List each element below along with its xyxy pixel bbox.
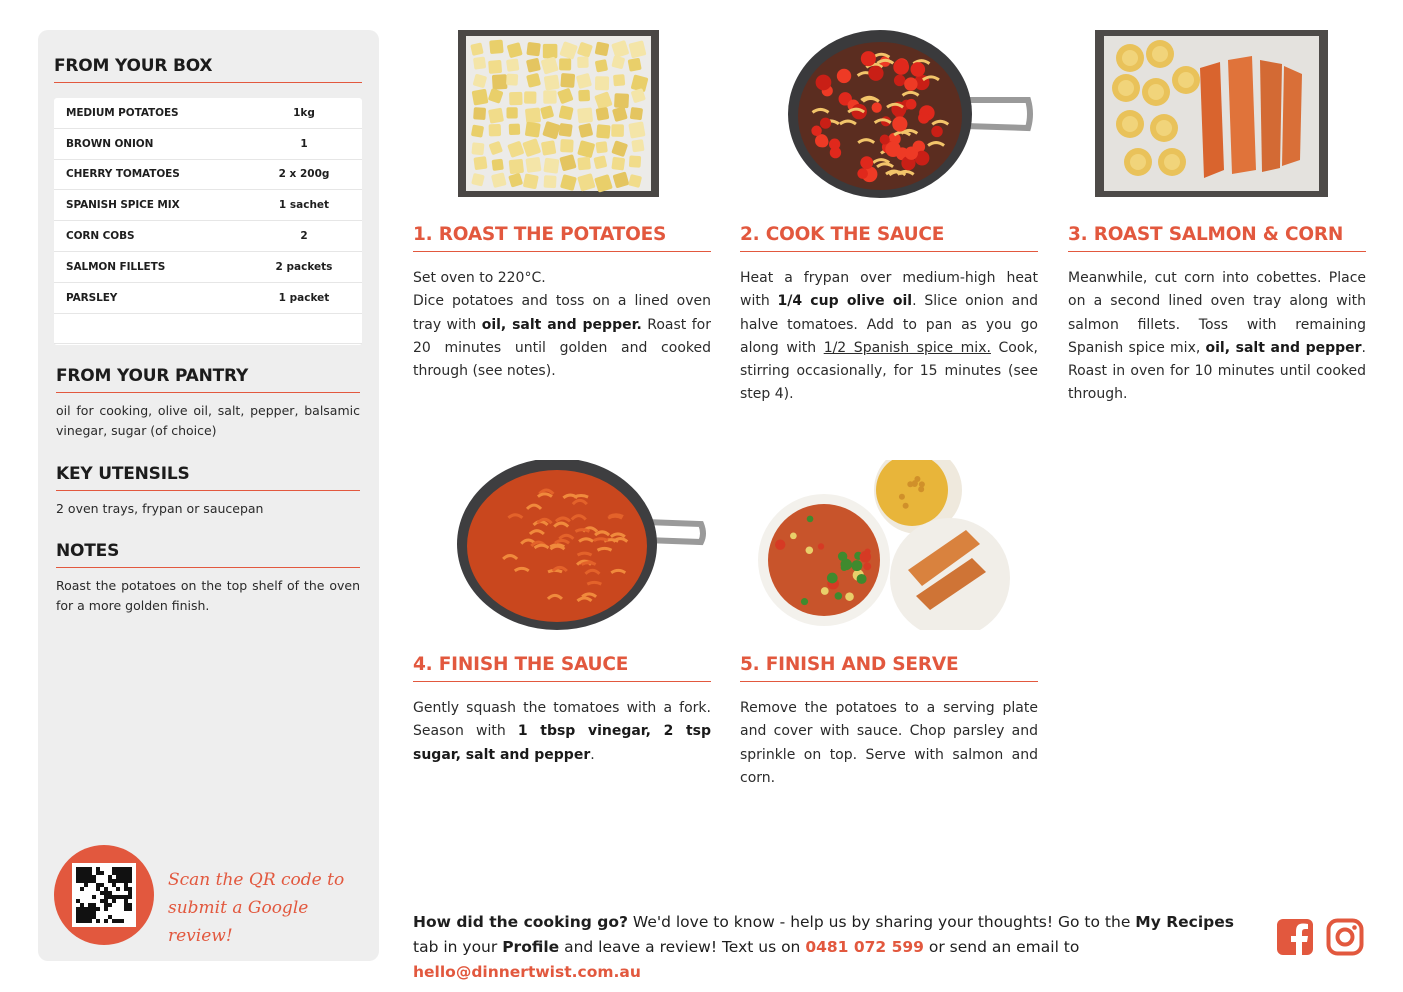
text-run: We'd love to know - help us by sharing your thoughts! Go to the	[627, 913, 1136, 931]
text-run: My Recipes	[1135, 913, 1234, 931]
text-run: and leave a review! Text us on	[559, 938, 806, 956]
utensils-text: 2 oven trays, frypan or saucepan	[56, 501, 264, 516]
text-run: 1/4 cup olive oil	[777, 293, 913, 310]
text-run: 1 tbsp vinegar, 2 tsp sugar, salt and pepper	[413, 723, 711, 763]
text-run: or send an email to	[923, 938, 1080, 956]
facebook-icon[interactable]	[1276, 918, 1314, 956]
text-run: Remove the potatoes to a serving plate and cover with sauce. Chop parsley and sprinkle on top. Serve with salmon and corn.	[740, 700, 1038, 786]
ingredient-qty: 2 packets	[275, 260, 333, 273]
key-utensils-heading: KEY UTENSILS	[56, 464, 360, 491]
text-run: Set oven to 220°C.	[413, 270, 546, 286]
salmon-corn-photo	[1068, 30, 1366, 200]
sauce-frypan-photo	[740, 30, 1038, 200]
ingredient-qty: 1 sachet	[278, 199, 330, 212]
ingredient-row	[54, 252, 362, 283]
ingredient-row	[54, 98, 362, 129]
ingredient-name: PARSLEY	[66, 291, 118, 304]
step-5-body	[740, 697, 1038, 790]
step-2-body	[740, 267, 1038, 407]
ingredient-name: SALMON FILLETS	[66, 260, 166, 273]
sidebar	[38, 30, 379, 961]
text-run: Dice potatoes and toss on a lined oven tray with	[413, 293, 711, 333]
contact-link[interactable]: 0481 072 599	[805, 938, 924, 956]
text-run: oil, salt and pepper.	[481, 316, 642, 333]
qr-caption-line1: Scan the QR code to	[168, 870, 345, 890]
notes-text: Roast the potatoes on the top shelf of the oven for a more golden finish.	[56, 578, 360, 613]
ingredient-qty: 2 x 200g	[278, 168, 330, 181]
text-run: Gently squash the tomatoes with a fork. Season with	[413, 700, 711, 740]
text-run: oil, salt and pepper	[1205, 339, 1362, 356]
ingredient-qty: 1 packet	[278, 291, 330, 304]
step-2-title: 2. COOK THE SAUCE	[740, 224, 1038, 252]
qr-code-icon	[72, 863, 136, 927]
review-prompt	[413, 910, 1263, 985]
ingredient-row	[54, 221, 362, 252]
text-run: Profile	[502, 938, 560, 956]
text-run: .	[590, 746, 595, 763]
text-run: Roast for 20 minutes until golden and cooked through (see notes).	[413, 316, 711, 380]
ingredient-qty: 1kg	[293, 106, 315, 119]
text-run: . Slice onion and halve tomatoes. Add to pan as you go along with	[740, 293, 1039, 356]
roasted-potatoes-photo	[413, 30, 711, 200]
contact-link[interactable]: hello@dinnertwist.com.au	[413, 963, 641, 981]
step-3-body	[1068, 267, 1366, 407]
step-1-body	[413, 267, 711, 383]
ingredient-name: MEDIUM POTATOES	[66, 106, 179, 119]
step-1-title: 1. ROAST THE POTATOES	[413, 224, 711, 252]
text-run: tab in your	[413, 938, 503, 956]
pantry-text: oil for cooking, olive oil, salt, pepper, balsamic vinegar, sugar (of choice)	[56, 403, 360, 438]
plated-meal-photo	[740, 460, 1038, 630]
ingredient-name: CORN COBS	[66, 230, 135, 243]
text-run: . Roast in oven for 10 minutes until cooked through.	[1068, 339, 1366, 403]
text-run: Cook, stirring occasionally, for 15 minutes (see step 4).	[740, 339, 1038, 403]
text-run: Heat a frypan over medium-high heat with	[740, 270, 1038, 310]
text-run: Meanwhile, cut corn into cobettes. Place on a second lined oven tray along with salmon fillets. Toss with remaining Spanish spice mix,	[1068, 270, 1366, 356]
text-run: 1/2 Spanish spice mix.	[823, 339, 991, 356]
ingredient-row	[54, 314, 362, 345]
finished-sauce-photo	[413, 460, 711, 630]
ingredient-name: SPANISH SPICE MIX	[66, 199, 180, 212]
instagram-icon[interactable]	[1326, 918, 1364, 956]
ingredient-name: BROWN ONION	[66, 137, 154, 150]
qr-code-badge[interactable]	[54, 845, 154, 945]
from-your-pantry-heading: FROM YOUR PANTRY	[56, 366, 360, 393]
from-your-box-heading: FROM YOUR BOX	[54, 56, 362, 83]
step-4-title: 4. FINISH THE SAUCE	[413, 654, 711, 682]
ingredients-table	[54, 98, 362, 345]
ingredient-qty: 1	[300, 137, 308, 150]
step-4-body	[413, 697, 711, 767]
ingredient-name: CHERRY TOMATOES	[66, 168, 180, 181]
step-3-title: 3. ROAST SALMON & CORN	[1068, 224, 1366, 252]
text-run: How did the cooking go?	[413, 913, 628, 931]
qr-caption-line2: submit a Google review!	[168, 898, 309, 946]
step-5-title: 5. FINISH AND SERVE	[740, 654, 1038, 682]
qr-caption	[168, 866, 368, 950]
ingredient-row	[54, 190, 362, 221]
notes-heading: NOTES	[56, 541, 360, 568]
ingredient-row	[54, 129, 362, 160]
ingredient-qty: 2	[300, 230, 308, 243]
ingredient-row	[54, 283, 362, 314]
ingredient-row	[54, 160, 362, 191]
